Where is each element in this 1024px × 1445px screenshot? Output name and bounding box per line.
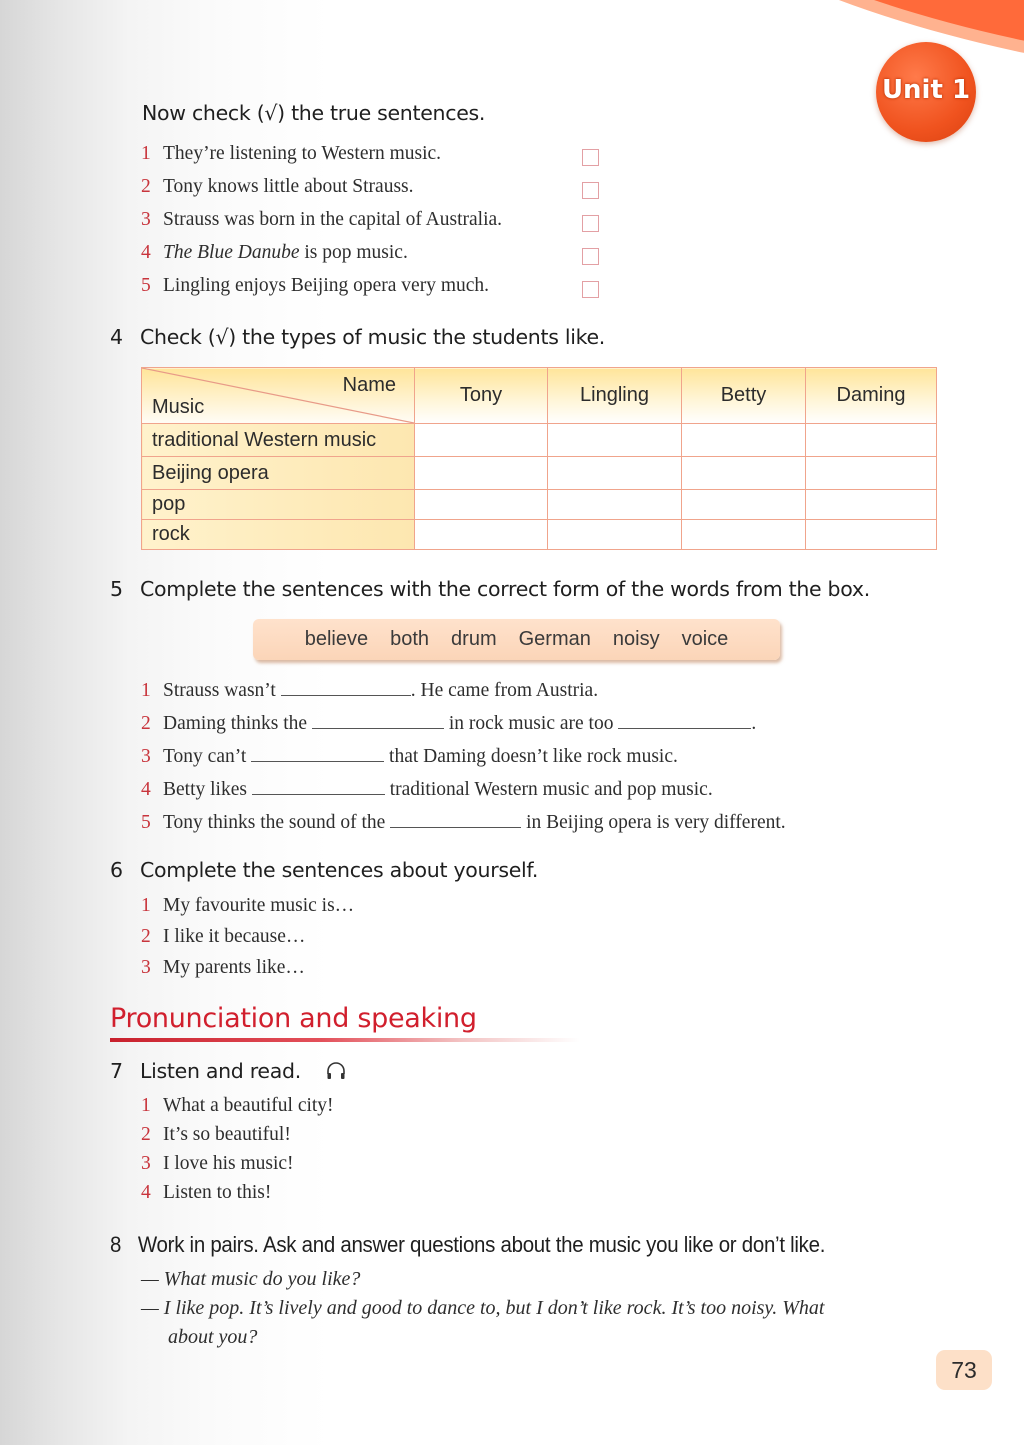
table-row	[142, 457, 937, 490]
check-cell[interactable]	[806, 520, 937, 550]
check-cell[interactable]	[548, 520, 682, 550]
row-header: pop	[142, 490, 415, 520]
word-option: drum	[451, 628, 497, 650]
ex8-heading: 8 Work in pairs. Ask and answer questions about the music you like or don’t like.	[110, 1232, 826, 1257]
check-cell[interactable]	[548, 424, 682, 457]
listen-item: 2 It’s so beautiful!	[141, 1124, 291, 1145]
unit-label: Unit 1	[881, 75, 971, 105]
blank-input[interactable]	[252, 776, 385, 795]
page-number: 73	[936, 1350, 992, 1390]
check-true-title: Now check (√) the true sentences.	[142, 101, 486, 125]
self-sentence-item: 3 My parents like…	[141, 957, 305, 978]
word-option: noisy	[612, 628, 660, 650]
corner-label-name: Name	[342, 374, 396, 396]
true-checkbox-2[interactable]	[582, 182, 599, 199]
table-row	[142, 424, 937, 457]
word-option: voice	[681, 628, 729, 650]
true-sentence-item: 2 Tony knows little about Strauss.	[141, 176, 414, 197]
blank-input[interactable]	[251, 743, 384, 762]
check-cell[interactable]	[548, 490, 682, 520]
ex4-heading: 4 Check (√) the types of music the students like.	[110, 325, 605, 349]
fill-blank-item: 5 Tony thinks the sound of the in Beijing opera is very different.	[141, 809, 786, 834]
check-cell[interactable]	[806, 457, 937, 490]
fill-blank-item: 2 Daming thinks the in rock music are too .	[141, 710, 756, 735]
listen-item: 3 I love his music!	[141, 1153, 294, 1174]
blank-input[interactable]	[618, 710, 751, 729]
fill-blank-item: 1 Strauss wasn’t . He came from Austria.	[141, 677, 598, 702]
row-header: Beijing opera	[142, 457, 415, 490]
table-header-row	[142, 368, 937, 424]
word-box	[253, 619, 780, 660]
dialog-line: — I like pop. It’s lively and good to dance to, but I don’t like rock. It’s too noisy. What	[141, 1297, 825, 1319]
self-sentence-item: 2 I like it because…	[141, 926, 306, 947]
check-cell[interactable]	[682, 490, 806, 520]
fill-blank-item: 4 Betty likes traditional Western music and pop music.	[141, 776, 713, 801]
check-cell[interactable]	[682, 457, 806, 490]
table-corner-cell	[142, 368, 415, 424]
check-cell[interactable]	[682, 520, 806, 550]
true-sentence-item: 4 The Blue Danube is pop music.	[141, 242, 408, 263]
headphones-icon[interactable]	[325, 1060, 347, 1082]
blank-input[interactable]	[312, 710, 444, 729]
true-sentence-item: 3 Strauss was born in the capital of Australia.	[141, 209, 503, 230]
true-checkbox-3[interactable]	[582, 215, 599, 232]
row-header: rock	[142, 520, 415, 550]
section-title: Pronunciation and speaking	[110, 1003, 477, 1034]
check-cell[interactable]	[415, 424, 548, 457]
column-header: Lingling	[548, 368, 682, 424]
check-cell[interactable]	[806, 424, 937, 457]
dialog-line: about you?	[168, 1326, 258, 1348]
check-cell[interactable]	[415, 490, 548, 520]
table-row	[142, 520, 937, 550]
check-cell[interactable]	[415, 457, 548, 490]
section-underline	[110, 1038, 580, 1042]
word-option: both	[390, 628, 430, 650]
ex6-heading: 6 Complete the sentences about yourself.	[110, 858, 539, 882]
music-preferences-table	[141, 367, 937, 550]
blank-input[interactable]	[281, 677, 411, 696]
true-checkbox-5[interactable]	[582, 281, 599, 298]
check-cell[interactable]	[682, 424, 806, 457]
word-option: German	[518, 628, 591, 650]
true-checkbox-1[interactable]	[582, 149, 599, 166]
blank-input[interactable]	[390, 809, 521, 828]
true-checkbox-4[interactable]	[582, 248, 599, 265]
column-header: Betty	[682, 368, 806, 424]
unit-badge	[876, 42, 976, 142]
row-header: traditional Western music	[142, 424, 415, 457]
table-row	[142, 490, 937, 520]
column-header: Tony	[415, 368, 548, 424]
ex5-heading: 5 Complete the sentences with the correct form of the words from the box.	[110, 577, 870, 601]
check-cell[interactable]	[548, 457, 682, 490]
self-sentence-item: 1 My favourite music is…	[141, 895, 355, 916]
corner-label-music: Music	[152, 396, 205, 418]
true-sentence-item: 5 Lingling enjoys Beijing opera very much.	[141, 275, 490, 296]
check-cell[interactable]	[806, 490, 937, 520]
column-header: Daming	[806, 368, 937, 424]
listen-item: 1 What a beautiful city!	[141, 1095, 334, 1116]
word-option: believe	[304, 628, 369, 650]
fill-blank-item: 3 Tony can’t that Daming doesn’t like rock music.	[141, 743, 678, 768]
dialog-line: — What music do you like?	[141, 1268, 361, 1290]
true-sentence-item: 1 They’re listening to Western music.	[141, 143, 442, 164]
listen-item: 4 Listen to this!	[141, 1182, 272, 1203]
check-cell[interactable]	[415, 520, 548, 550]
ex7-heading: 7 Listen and read.	[110, 1059, 301, 1083]
